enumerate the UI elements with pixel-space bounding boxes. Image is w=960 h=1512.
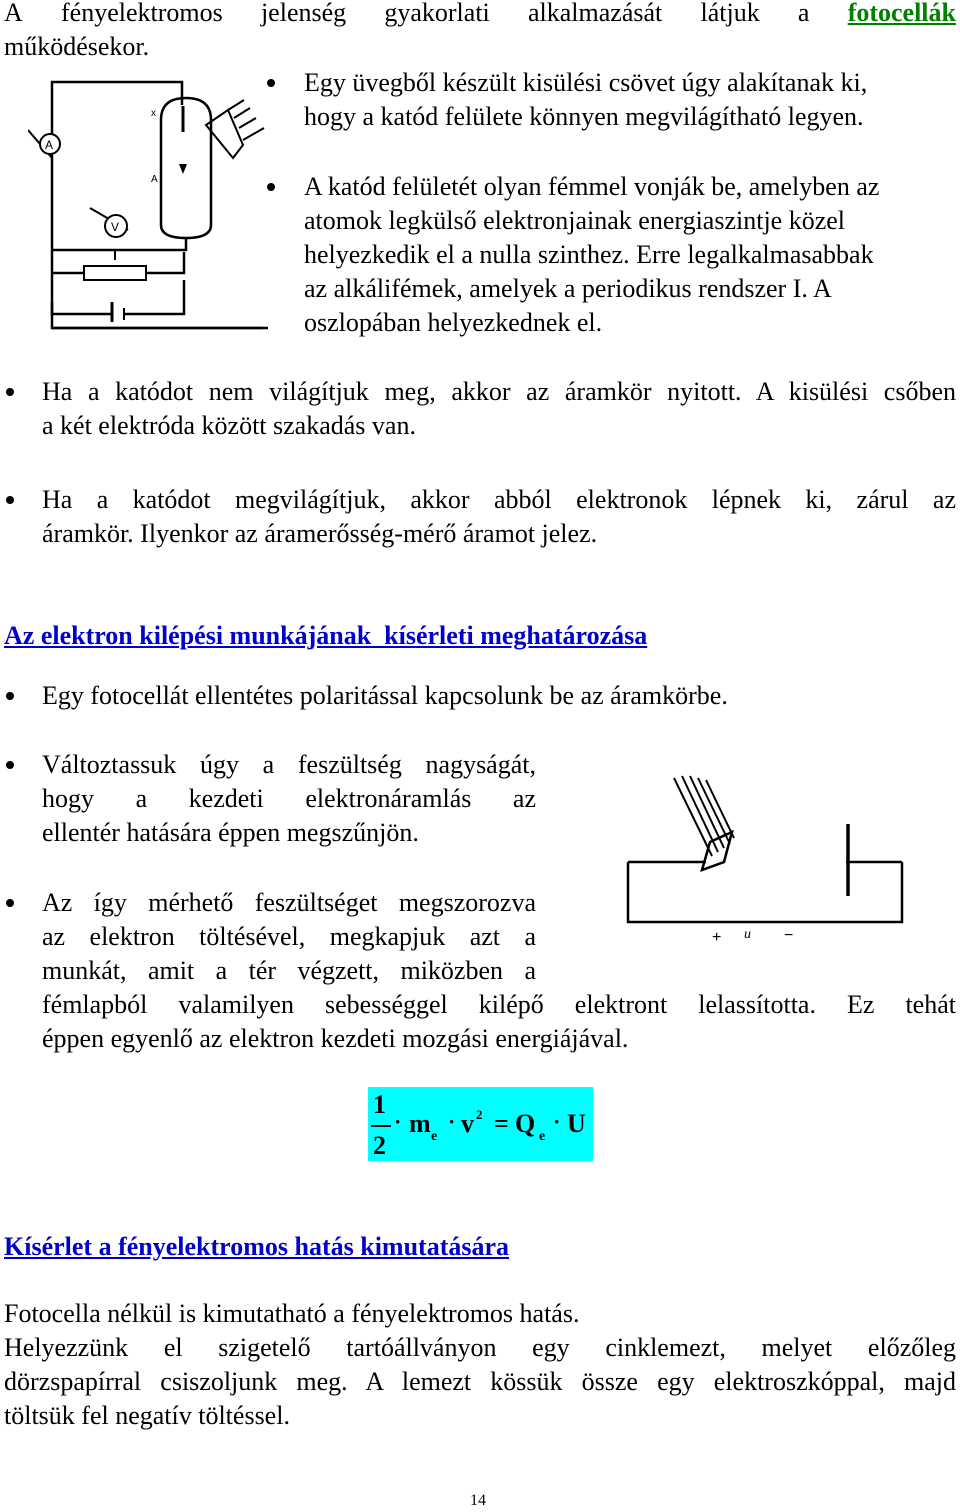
polarity-plus: + xyxy=(712,929,722,946)
bullet-marker xyxy=(6,496,14,504)
intro-line-1 xyxy=(4,0,956,30)
mass-symbol: m xyxy=(409,1109,431,1138)
polarity-minus: − xyxy=(784,927,794,944)
bullet-marker xyxy=(6,692,14,700)
tube-mark: x xyxy=(151,108,156,119)
tube-label: A xyxy=(151,174,158,185)
rheostat xyxy=(84,266,146,280)
bullet-marker xyxy=(6,899,14,907)
voltage-label: u xyxy=(744,927,751,942)
intro-word: alkalmazását xyxy=(528,0,663,27)
fraction-denominator: 2 xyxy=(373,1131,386,1160)
circuit-wire xyxy=(628,862,902,922)
bullet-text: Változtassuk úgy a feszültség nagyságát, hogy a kezdeti elektronáramlás az ellentér hatására éppen megszűnjön. xyxy=(42,750,536,847)
bullet-marker xyxy=(6,388,14,396)
velocity-exponent: 2 xyxy=(476,1107,483,1122)
arrow-down-icon xyxy=(179,164,187,174)
energy-formula xyxy=(368,1087,593,1161)
voltmeter-label: V xyxy=(111,220,120,234)
bullet-text: Ha a katódot nem világítjuk meg, akkor az áramkör nyitott. A kisülési csőben a két elektróda között szakadás van. xyxy=(42,377,956,440)
bullet-text: A katód felületét olyan fémmel vonják be, amelyben az atomok legkülső elektronjainak energiaszintje közel helyezkedik el a nulla szinthez. Erre legalkalmasabbak az alkálifémek, amelyek a periodikus rendszer I. A oszlopában helyezkednek el. xyxy=(304,172,880,337)
bullet-text: Egy fotocellát ellentétes polaritással kapcsolunk be az áramkörbe. xyxy=(42,681,728,710)
charge-symbol: Q xyxy=(515,1109,536,1138)
bullet-marker xyxy=(6,761,14,769)
velocity-symbol: v xyxy=(461,1109,474,1138)
bullet-marker xyxy=(267,183,275,191)
intro-word: jelenség xyxy=(260,0,347,27)
photocell-circuit-diagram xyxy=(28,70,268,332)
bullet-text: Ha a katódot megvilágítjuk, akkor abból elektronok lépnek ki, zárul az áramkör. Ilyenkor az áramerősség-mérő áramot jelez. xyxy=(42,485,956,548)
mass-subscript: e xyxy=(431,1129,438,1144)
dot-operator: · xyxy=(553,1109,561,1134)
voltage-symbol: U xyxy=(567,1109,586,1138)
intro-word: gyakorlati xyxy=(384,0,490,27)
section-heading-experiment: Kísérlet a fényelektromos hatás kimutatására xyxy=(4,1232,510,1261)
intro-line-2: működésekor. xyxy=(4,32,150,61)
intro-word: a xyxy=(797,0,810,27)
dot-operator: · xyxy=(448,1109,456,1134)
fraction-bar xyxy=(371,1125,391,1127)
discharge-tube xyxy=(161,98,211,238)
bullet-text: Az így mérhető feszültséget megszorozva az elektron töltésével, megkapjuk azt a munkát, amit a tér végzett, miközben a fémlapból valamilyen sebességgel kilépő elektront lelassította. Ez tehát éppen egyenlő az elektron kezdeti mozgási energiájával. xyxy=(42,888,956,1053)
reverse-polarity-circuit-diagram xyxy=(584,772,930,948)
dot-operator: · xyxy=(394,1109,402,1134)
closing-paragraph: Fotocella nélkül is kimutatható a fényelektromos hatás. Helyezzünk el szigetelő tartóállványon egy cinklemezt, melyet előzőleg dörzspapírral csiszoljunk meg. A lemezt kössük össze egy elektroszkóppal, majd töltsük fel negatív töltéssel. xyxy=(4,1299,956,1430)
bullet-marker xyxy=(267,79,275,87)
intro-word: fényelektromos xyxy=(61,0,223,27)
page-number: 14 xyxy=(470,1492,486,1509)
intro-word: látjuk xyxy=(700,0,760,27)
charge-subscript: e xyxy=(539,1129,546,1144)
intro-word: A xyxy=(4,0,23,27)
fotocellak-link[interactable]: fotocellák xyxy=(847,0,956,27)
section-heading-work-function: Az elektron kilépési munkájának kísérleti meghatározása xyxy=(4,621,648,650)
fraction-numerator: 1 xyxy=(373,1090,386,1119)
equals-sign: = xyxy=(494,1109,509,1138)
bullet-text: Egy üvegből készült kisülési csövet úgy alakítanak ki, hogy a katód felülete könnyen megvilágítható legyen. xyxy=(304,68,868,131)
ammeter-label: A xyxy=(45,138,54,152)
